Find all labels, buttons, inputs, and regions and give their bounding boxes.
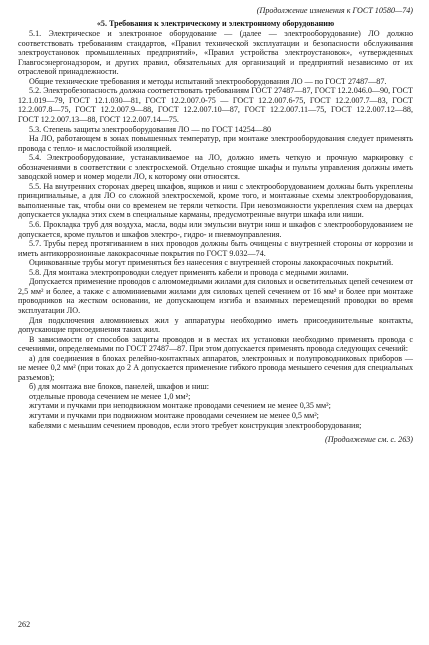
list-subitem-single-wires: отдельные провода сечением не менее 1,0 мм²; (29, 391, 191, 401)
paragraph-5-1: 5.1. Электрическое и электронное оборудование — (далее — электрооборудование) ЛО должно соответствовать требованиям стандартов, «Правил технической эксплуатации и безопасности обслуживания электроустановок промышленных предприятий», «Правил устройства электроустановок», «утвержденных Главгосэнергонадзором, и других правил, обязательных для организаций и предприятий независимо от их отраслевой принадлежности. (18, 29, 413, 77)
paragraph-5-4: 5.4. Электрооборудование, устанавливаемое на ЛО, должно иметь четкую и прочную маркировку с обозначениями в соответствии с электросхемой. Отдельно стоящие шкафы и пульты управления должны иметь заводской номер и номер модели ЛО, к которому они относятся. (18, 153, 413, 182)
list-item-b: б) для монтажа вне блоков, панелей, шкафов и ниш: (29, 382, 210, 392)
section-title: «5. Требования к электрическому и электронному оборудованию (96, 18, 335, 28)
paragraph-5-8: 5.8. Для монтажа электропроводки следует применять кабели и провода с медными жилами. (29, 267, 349, 277)
paragraph-5-2: 5.2. Электробезопасность должна соответствовать требованиям ГОСТ 27487—87, ГОСТ 12.2.046.0—90, ГОСТ 12.1.019—79, ГОСТ 12.1.030—81, ГОСТ 12.2.007.0-75 — ГОСТ 12.2.007.6-75, ГОСТ 12.2.007.7—83, ГОСТ 12.2.007.8—75, ГОСТ 12.2.007.9—88, ГОСТ 12.2.007.10—87, ГОСТ 12.2.007.11—75, ГОСТ 12.2.007.12—88, ГОСТ 12.2.007.13—88, ГОСТ 12.2.007.14—75. (18, 86, 413, 125)
paragraph-wire-sections: В зависимости от способов защиты проводов и в местах их установки необходимо применять провода с сечениями, определяемыми по ГОСТ 27487—87. При этом допускается применять провода следующих сечений: (18, 334, 413, 354)
paragraph-high-temperature: На ЛО, работающем в зонах повышенных температур, при монтаже электрооборудования следует применять провода с тепло- и маслостойкой изоляцией. (18, 134, 413, 153)
list-item-a: а) для соединения в блоках релейно-контактных аппаратов, электронных и полупроводниковых приборов — не менее 0,2 мм² (при токах до 2 А допускается применение гибкого провода меньшего сечения для специальных разъемов); (18, 353, 413, 382)
paragraph-5-6: 5.6. Прокладка труб для воздуха, масла, воды или эмульсии внутри ниш и шкафов с электрооборудованием не допускается, кроме пультов и шкафов электро-, гидро- и пневмоуправления. (18, 220, 413, 239)
paragraph-5-7: 5.7. Трубы перед протягиванием в них проводов должны быть очищены с внутренней стороны от коррозии и иметь антикоррозионные лакокрасочные покрытия по ГОСТ 9.032—74. (18, 239, 413, 258)
paragraph-5-5: 5.5. На внутренних сторонах дверец шкафов, ящиков и ниш с электрооборудованием должны быть укреплены принципиальные, а для ЛО со сложной электросхемой, кроме того, и монтажные схемы электрооборудования, выполненные так, чтобы они со временем не теряли четкости. При невозможности укрепления схем на дверцах допускается укладка этих схем в специальные карманы, предусмотренные внутри шкафа или ниши. (18, 181, 413, 220)
continuation-footer: (Продолжение см. с. 263) (325, 435, 413, 445)
paragraph-galvanized-pipes: Оцинкованные трубы могут применяться без нанесения с внутренней стороны лакокрасочных покрытий. (29, 258, 394, 268)
page-number: 262 (18, 620, 31, 629)
continuation-header: (Продолжение изменения к ГОСТ 10580—74) (256, 6, 413, 15)
paragraph-general-requirements: Общие технические требования и методы испытаний электрооборудования ЛО — по ГОСТ 27487—87. (29, 76, 387, 86)
list-subitem-fixed-bundles: жгутами и пучками при неподвижном монтаже проводами сечением не менее 0,35 мм²; (29, 401, 331, 411)
paragraph-5-3: 5.3. Степень защиты электрооборудования ЛО — по ГОСТ 14254—80 (29, 124, 272, 134)
list-subitem-cables: кабелями с меньшим сечением проводов, если этого требует конструкция электрооборудования; (29, 420, 362, 430)
list-subitem-moving-bundles: жгутами и пучками при подвижном монтаже проводами сечением не менее 0,5 мм²; (29, 410, 319, 420)
paragraph-aluminum-connection: Для подключения алюминиевых жил у аппаратуры необходимо иметь присоединительные контакты, допускающие присоединения таких жил. (18, 315, 413, 335)
paragraph-aluminum-wires: Допускается применение проводов с алюмомедными жилами для силовых и осветительных цепей сечением от 2,5 мм² и более, а также с алюминиевыми жилами для силовых цепей сечением от 16 мм² и более при монтаже проводников на жестком основании, не допускающем изгиба и взаимных перемещений проводки во время эксплуатации ЛО. (18, 277, 413, 315)
